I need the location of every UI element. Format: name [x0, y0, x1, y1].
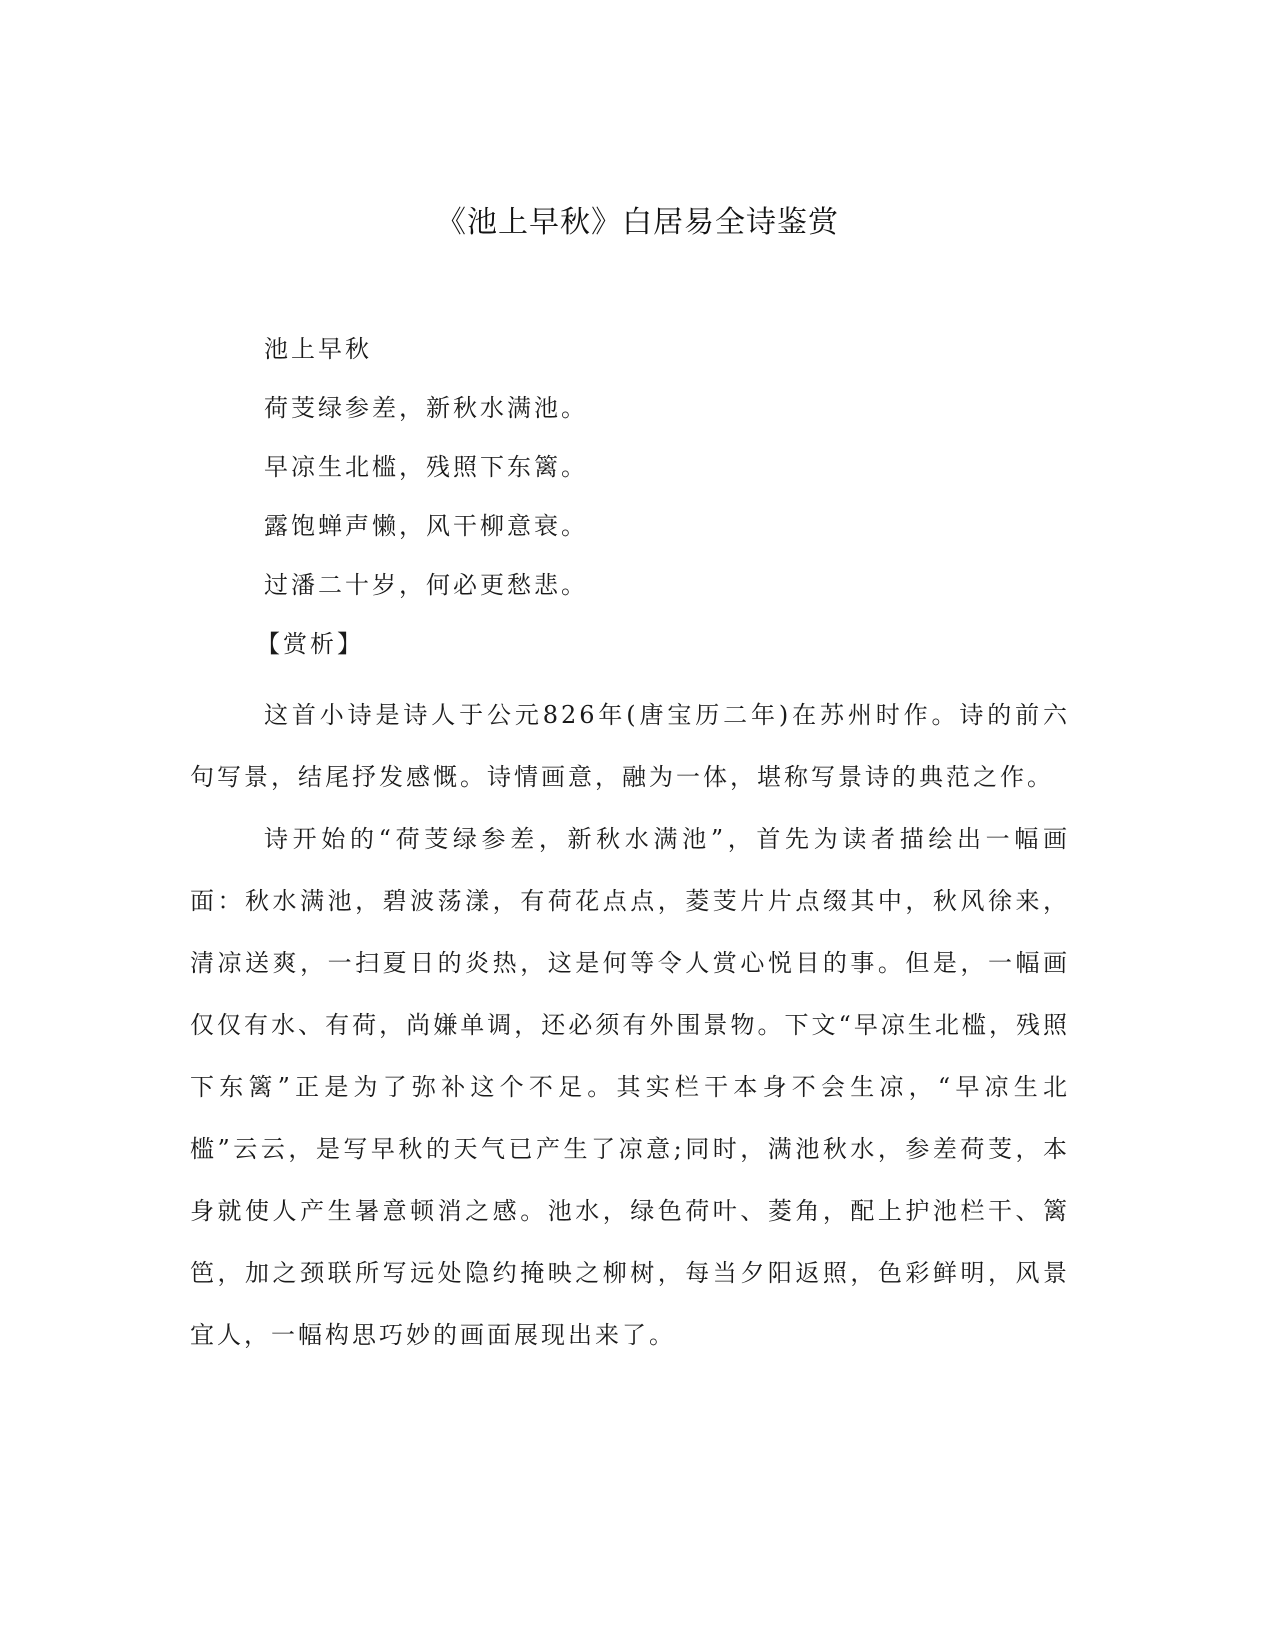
paragraph-2: 诗开始的“荷芰绿参差，新秋水满池”，首先为读者描绘出一幅画面：秋水满池，碧波荡漾，有荷花点点，菱芰片片点缀其中，秋风徐来，清凉送爽，一扫夏日的炎热，这是何等令人赏心悦目的事。但是，一幅画仅仅有水、有荷，尚嫌单调，还必须有外围景物。下文“早凉生北槛，残照下东篱”正是为了弥补这个不足。其实栏干本身不会生凉，“早凉生北槛”云云，是写早秋的天气已产生了凉意;同时，满池秋水，参差荷芰，本身就使人产生暑意顿消之感。池水，绿色荷叶、菱角，配上护池栏干、篱笆，加之颈联所写远处隐约掩映之柳树，每当夕阳返照，色彩鲜明，风景宜人，一幅构思巧妙的画面展现出来了。: [190, 825, 1070, 1349]
poem-line-4: 过潘二十岁，何必更愁悲。: [264, 571, 588, 599]
paragraph-1: 这首小诗是诗人于公元826年(唐宝历二年)在苏州时作。诗的前六句写景，结尾抒发感慨。诗情画意，融为一体，堪称写景诗的典范之作。: [190, 701, 1070, 791]
poem-title: 池上早秋: [264, 335, 372, 363]
section-heading: 【赏析】: [256, 630, 364, 658]
poem-line-1: 荷芰绿参差，新秋水满池。: [264, 394, 588, 422]
document-title: 《池上早秋》白居易全诗鉴赏: [436, 205, 839, 240]
poem-line-2: 早凉生北槛，残照下东篱。: [264, 453, 588, 481]
poem-line-3: 露饱蝉声懒，风干柳意衰。: [264, 512, 588, 540]
document-body: [190, 330, 1070, 1366]
